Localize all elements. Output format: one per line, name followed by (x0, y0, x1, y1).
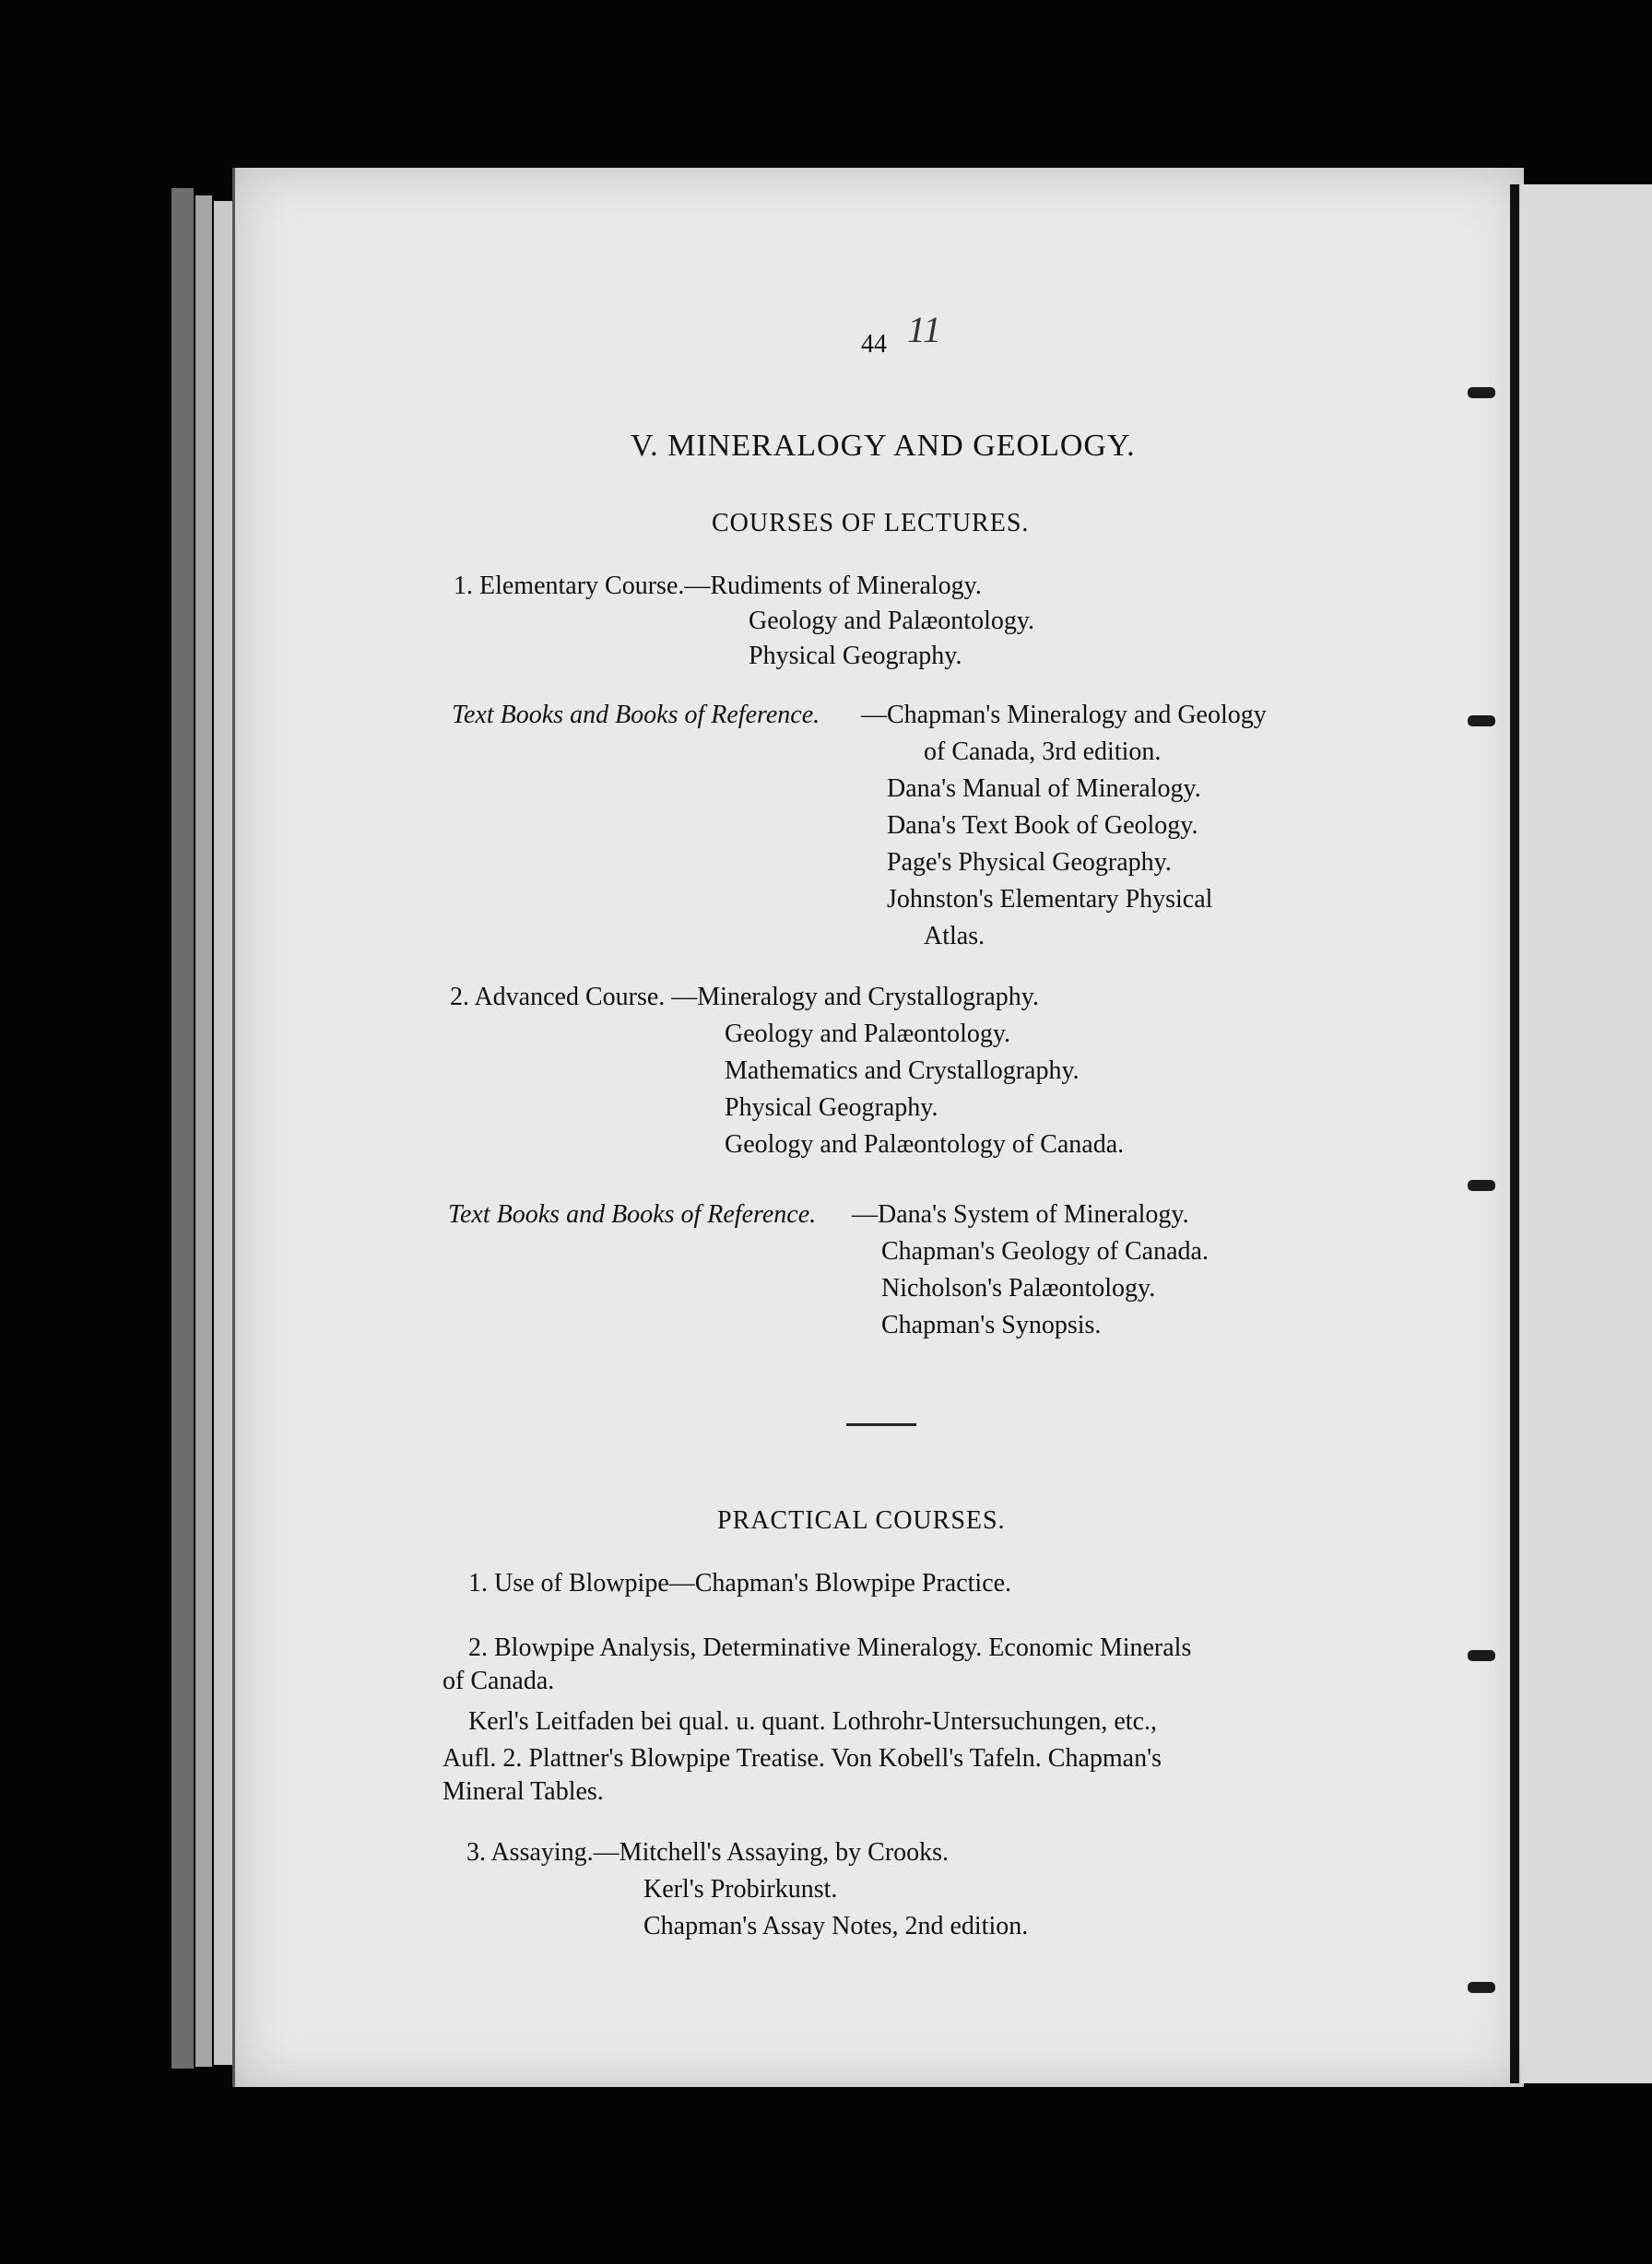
book-edge (195, 195, 212, 2067)
binding-thread (1510, 184, 1519, 2083)
reference-line: —Dana's System of Mineralogy. (852, 1200, 1189, 1229)
practical-item: 2. Blowpipe Analysis, Determinative Mineralogy. Economic Minerals (468, 1633, 1192, 1662)
book-edge (171, 188, 194, 2069)
binding-stitch (1468, 715, 1495, 726)
practical-reference: Mineral Tables. (442, 1777, 604, 1806)
elementary-course-line: Physical Geography. (749, 642, 962, 670)
book-edge (214, 201, 232, 2065)
advanced-course-line: Mathematics and Crystallography. (725, 1056, 1080, 1085)
practical-item-line: Chapman's Assay Notes, 2nd edition. (643, 1912, 1029, 1940)
binding-stitch (1468, 1650, 1495, 1661)
elementary-course-label: 1. Elementary Course.—Rudiments of Mineralogy. (454, 572, 982, 600)
reference-line: Johnston's Elementary Physical (887, 885, 1213, 914)
advanced-course-line: Geology and Palæontology of Canada. (725, 1130, 1125, 1159)
advanced-course-label: 2. Advanced Course. —Mineralogy and Crystallography. (450, 983, 1039, 1011)
reference-line: Nicholson's Palæontology. (881, 1274, 1156, 1303)
page-number: 44 (861, 330, 887, 359)
binding-stitch (1468, 387, 1495, 398)
elementary-course-line: Geology and Palæontology. (749, 607, 1035, 635)
reference-line: —Chapman's Mineralogy and Geology (861, 701, 1267, 729)
reference-line: Chapman's Synopsis. (881, 1311, 1102, 1339)
advanced-course-line: Physical Geography. (725, 1093, 938, 1122)
lectures-heading: COURSES OF LECTURES. (712, 509, 1030, 537)
practical-reference: Aufl. 2. Plattner's Blowpipe Treatise. Von Kobell's Tafeln. Chapman's (442, 1744, 1162, 1773)
reference-line: Dana's Text Book of Geology. (887, 811, 1198, 840)
binding-stitch (1468, 1982, 1495, 1993)
reference-line: Atlas. (924, 922, 985, 950)
practical-item: of Canada. (442, 1667, 555, 1695)
practical-item-line: Kerl's Probirkunst. (643, 1875, 838, 1904)
facing-page (1521, 184, 1652, 2083)
reference-line: Page's Physical Geography. (887, 848, 1172, 877)
binding-stitch (1468, 1180, 1495, 1191)
references-label: Text Books and Books of Reference. (452, 701, 820, 729)
advanced-course-line: Geology and Palæontology. (725, 1020, 1011, 1048)
practical-reference: Kerl's Leitfaden bei qual. u. quant. Lothrohr-Untersuchungen, etc., (468, 1707, 1158, 1736)
section-title: V. MINERALOGY AND GEOLOGY. (631, 429, 1136, 463)
reference-line: Dana's Manual of Mineralogy. (887, 774, 1201, 803)
practical-item: 1. Use of Blowpipe—Chapman's Blowpipe Practice. (468, 1569, 1012, 1598)
practical-heading: PRACTICAL COURSES. (717, 1506, 1006, 1535)
section-divider (846, 1423, 916, 1426)
pencil-annotation: 11 (907, 309, 942, 350)
reference-line: Chapman's Geology of Canada. (881, 1237, 1209, 1266)
references-label: Text Books and Books of Reference. (448, 1200, 817, 1229)
practical-item: 3. Assaying.—Mitchell's Assaying, by Crooks. (466, 1838, 950, 1867)
reference-line: of Canada, 3rd edition. (924, 737, 1162, 766)
